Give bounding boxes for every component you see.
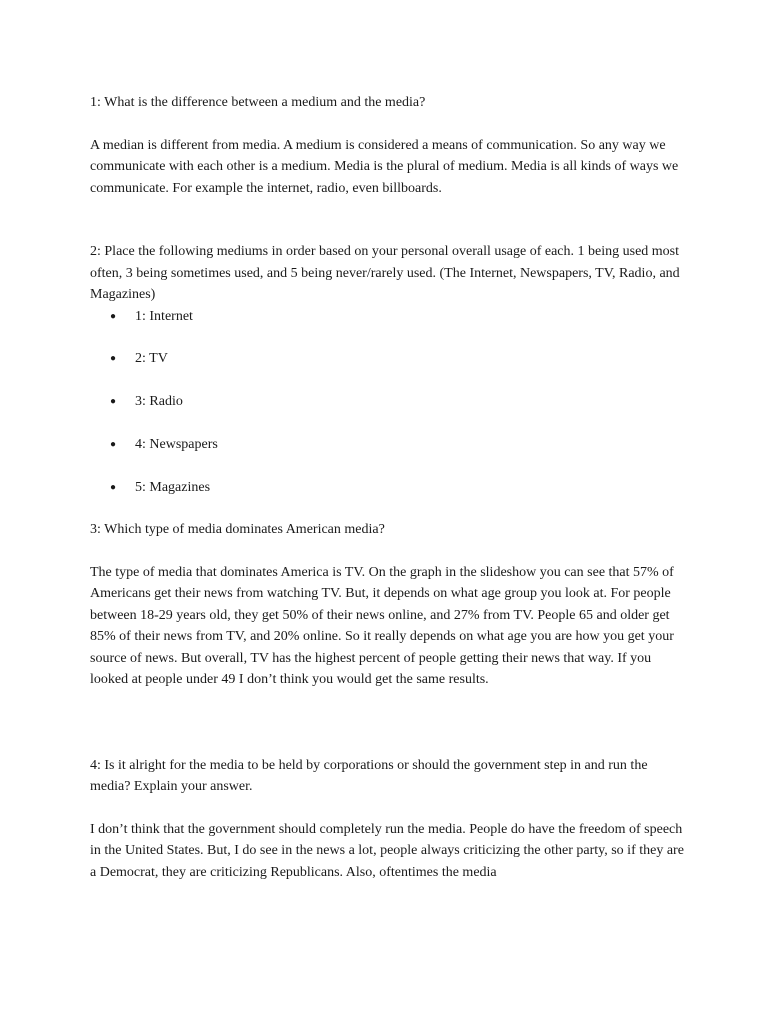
document-page xyxy=(90,92,690,883)
list-item-text: 4: Newspapers xyxy=(135,436,218,452)
bullet-icon: ● xyxy=(110,438,117,450)
answer-1: A median is different from media. A medium is considered a means of communication. So any way we communicate with each other is a medium. Media is the plural of medium. Media is all kinds of ways we communicate. For example the internet, radio, even billboards. xyxy=(90,137,679,196)
bullet-icon: ● xyxy=(110,353,117,365)
list-item-text: 5: Magazines xyxy=(135,479,211,495)
list-item xyxy=(90,348,690,370)
answer-3: The type of media that dominates America is TV. On the graph in the slideshow you can see that 57% of Americans get their news from watching TV. But, it depends on what age group you look at. For people between 18-29 years old, they get 50% of their news online, and 27% from TV. People 65 and older get 85% of their news from TV, and 20% online. So it really depends on what age you are how you get your source of news. But overall, TV has the highest percent of people getting their news that way. If you looked at people under 49 I don’t think you would get the same results. xyxy=(90,564,674,688)
question-1: 1: What is the difference between a medium and the media? xyxy=(90,95,426,110)
bullet-icon: ● xyxy=(110,310,117,322)
ranking-list xyxy=(90,306,690,499)
list-item xyxy=(90,306,690,328)
list-item-text: 3: Radio xyxy=(135,394,183,410)
list-item xyxy=(90,477,690,499)
list-item-text: 2: TV xyxy=(135,351,168,367)
bullet-icon: ● xyxy=(110,396,117,408)
list-item xyxy=(90,434,690,456)
answer-4: I don’t think that the government should completely run the media. People do have the freedom of speech in the United States. But, I do see in the news a lot, people always criticizing the other party, so if they are a Democrat, they are criticizing Republicans. Also, oftentimes the media xyxy=(90,821,684,880)
list-item xyxy=(90,391,690,413)
list-item-text: 1: Internet xyxy=(135,308,193,324)
question-2: 2: Place the following mediums in order based on your personal overall usage of each. 1 being used most often, 3 being sometimes used, and 5 being never/rarely used. (The Internet, Newspapers, TV, Radio, and Magazines) xyxy=(90,244,680,302)
question-3: 3: Which type of media dominates American media? xyxy=(90,522,385,538)
question-4: 4: Is it alright for the media to be held by corporations or should the government step in and run the media? Explain your answer. xyxy=(90,757,648,795)
bullet-icon: ● xyxy=(110,481,117,493)
